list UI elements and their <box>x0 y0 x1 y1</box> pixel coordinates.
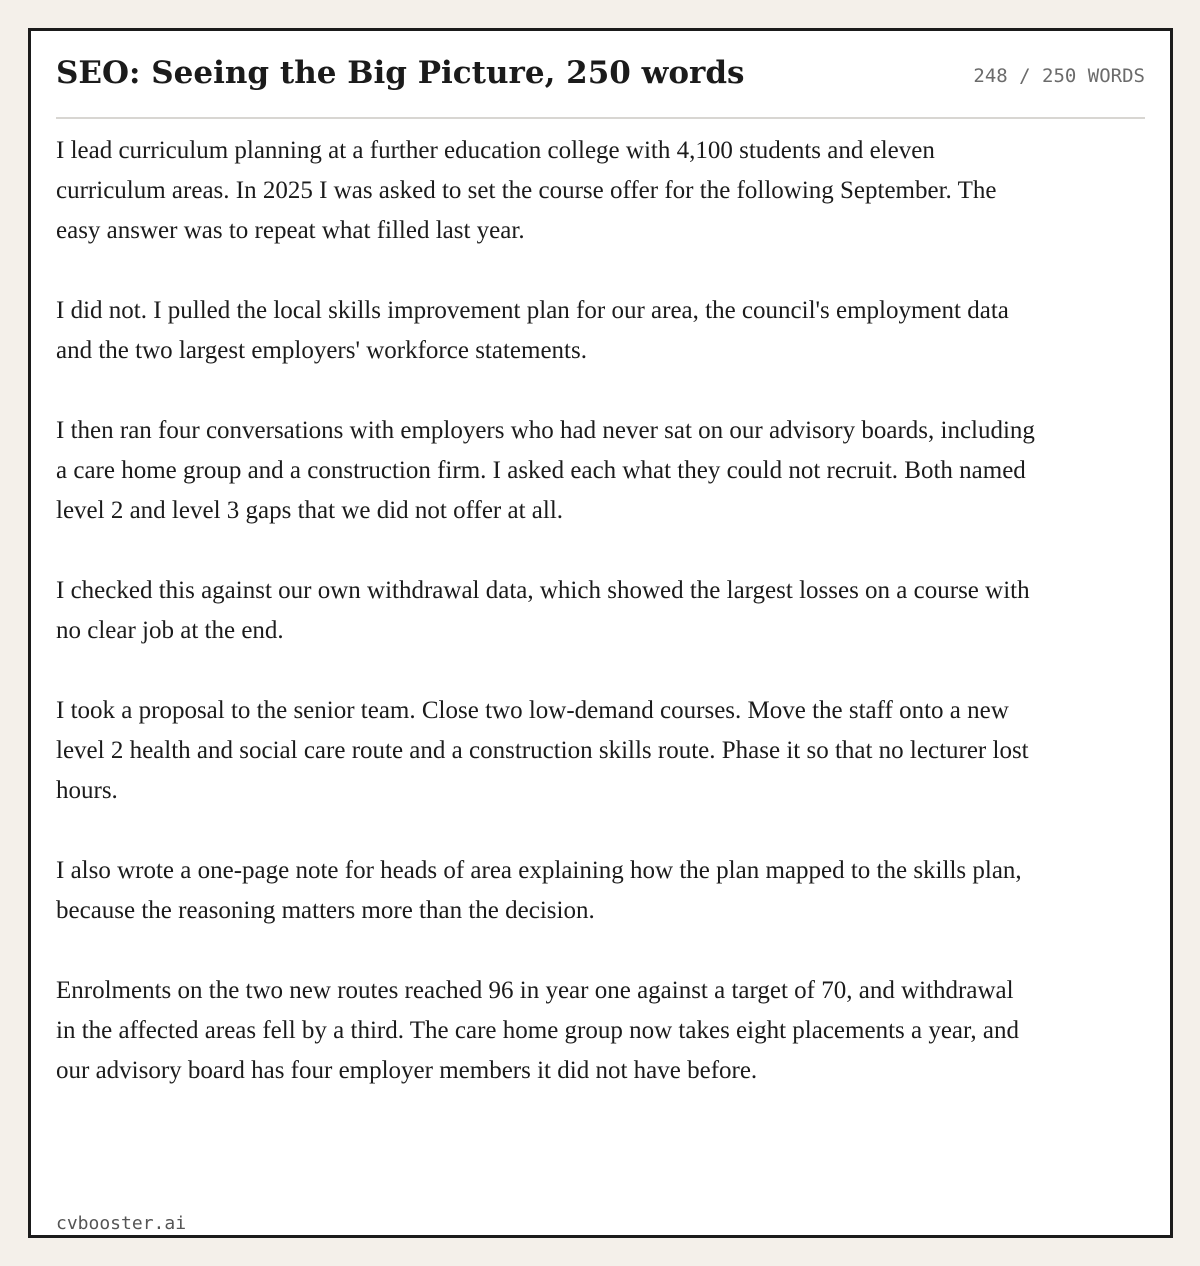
paragraph-5: I took a proposal to the senior team. Close two low-demand courses. Move the staff onto a new level 2 health and social care route and a construction skills route. Phase it so that no lecturer lost hours. <box>56 697 1029 804</box>
paragraph-1: I lead curriculum planning at a further education college with 4,100 students and eleven curriculum areas. In 2025 I was asked to set the course offer for the following September. The easy answer was to repeat what filled last year. <box>56 137 997 244</box>
document-body <box>56 131 1036 1131</box>
paragraph-3: I then ran four conversations with employers who had never sat on our advisory boards, including a care home group and a construction firm. I asked each what they could not recruit. Both named level 2 and level 3 gaps that we did not offer at all. <box>56 417 1035 524</box>
document-card <box>28 28 1173 1238</box>
footer-brand: cvbooster.ai <box>56 1213 187 1234</box>
document-header <box>56 51 1145 119</box>
paragraph-2: I did not. I pulled the local skills improvement plan for our area, the council's employment data and the two largest employers' workforce statements. <box>56 297 1009 364</box>
paragraph-6: I also wrote a one-page note for heads of area explaining how the plan mapped to the skills plan, because the reasoning matters more than the decision. <box>56 857 1022 924</box>
paragraph-7: Enrolments on the two new routes reached 96 in year one against a target of 70, and withdrawal in the affected areas fell by a third. The care home group now takes eight placements a year, and our advisory board has four employer members it did not have before. <box>56 977 1019 1084</box>
paragraph-4: I checked this against our own withdrawal data, which showed the largest losses on a course with no clear job at the end. <box>56 577 1030 644</box>
word-count: 248 / 250 WORDS <box>973 65 1145 87</box>
page-title: SEO: Seeing the Big Picture, 250 words <box>56 55 745 91</box>
